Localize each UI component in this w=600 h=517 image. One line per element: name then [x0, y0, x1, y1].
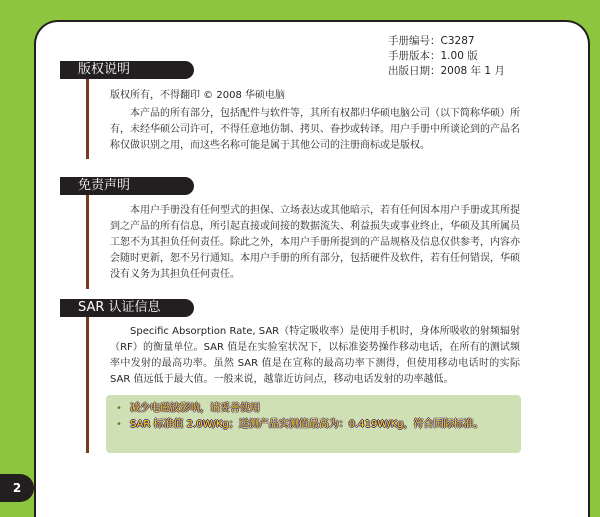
sar-body — [110, 324, 520, 388]
copyright-paragraph: 本产品的所有部分，包括配件与软件等，其所有权都归华硕电脑公司（以下简称华硕）所有，未经华硕公司许可，不得任意地仿制、拷贝、眷抄或转译。用户手册中所谈论到的产品名称仅做识别之用，而这些名称可能是属于其他公司的注册商标或是版权。 — [110, 108, 520, 151]
copyright-body — [110, 88, 520, 154]
publish-date: 出版日期：2008 年 1 月 — [388, 65, 505, 77]
disclaimer-heading — [60, 177, 194, 195]
disclaimer-paragraph: 本用户手册没有任何型式的担保、立场表达或其他暗示，若有任何因本用户手册或其所提到之产品的所有信息，所引起直接或间接的数据流失、利益损失或事业终止，华硕及其所属员工恕不为其担负任何责任。除此之外，本用户手册所提到的产品规格及信息仅供参考，内容亦会随时更新，恕不另行通知。本用户手册的所有部分，包括硬件及软件，若有任何错误，华硕没有义务为其担负任何责任。 — [110, 205, 520, 280]
page-number-text: 2 — [12, 481, 22, 495]
bullet-icon: • — [116, 403, 122, 414]
copyright-heading — [60, 61, 194, 79]
disclaimer-body — [110, 203, 520, 283]
sar-rule — [86, 317, 89, 453]
disclaimer-heading-text: 免责声明 — [78, 178, 131, 193]
sar-note-box — [106, 395, 521, 453]
sar-heading — [60, 299, 194, 317]
page-number — [0, 474, 34, 502]
sar-note-text: SAR 标准值 2.0W/Kg；送测产品实测值最高为：0.419W/Kg，符合国际标准。 — [130, 419, 484, 430]
manual-number: 手册编号：C3287 — [388, 35, 475, 47]
copyright-rule — [86, 79, 89, 159]
copyright-heading-text: 版权说明 — [78, 62, 131, 77]
manual-version: 手册版本：1.00 版 — [388, 50, 478, 62]
sar-note-item — [116, 417, 521, 433]
sar-paragraph: Specific Absorption Rate, SAR（特定吸收率）是使用手机时，身体所吸收的射频辐射（RF）的衡量单位。SAR 值是在实验室状况下，以标准姿势操作移动电话，在所有的测试频率中发射的最高功率。虽然 SAR 值是在宣称的最高功率下测得，但使用移动电话时的实际 SAR 值远低于最大值。一般来说，越靠近访问点，移动电话发射的功率越低。 — [110, 326, 520, 385]
sar-note-item — [116, 401, 521, 417]
disclaimer-rule — [86, 195, 89, 289]
sar-note-text: 减少电磁波影响，请妥善使用 — [130, 403, 260, 414]
manual-meta — [388, 34, 505, 79]
copyright-line: 版权所有，不得翻印 © 2008 华硕电脑 — [110, 90, 285, 101]
bullet-icon: • — [116, 419, 122, 430]
sar-heading-text: SAR 认证信息 — [78, 300, 161, 315]
